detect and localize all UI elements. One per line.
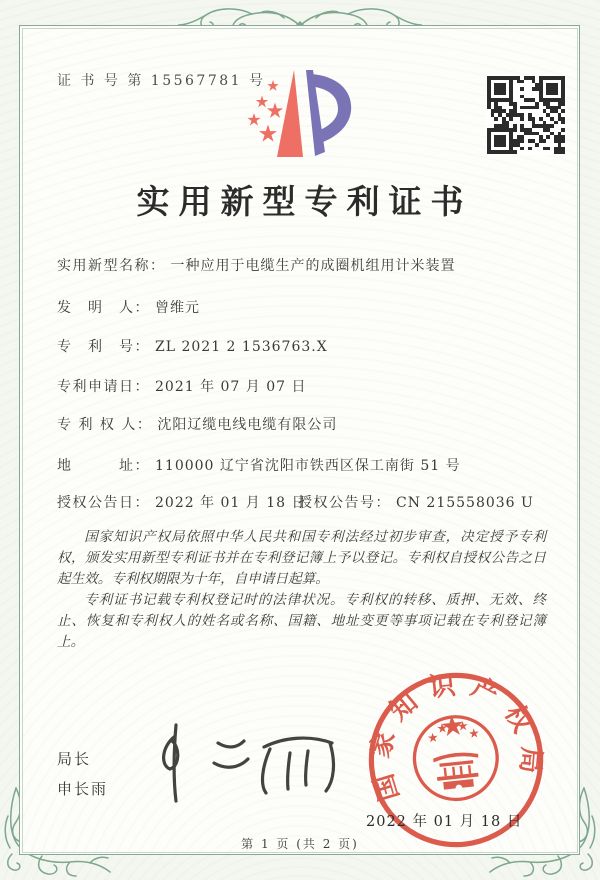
director-name: 申长雨 bbox=[57, 780, 109, 798]
field-patent-number bbox=[57, 336, 328, 356]
field-address bbox=[57, 455, 461, 475]
field-label: 授权公告日： bbox=[57, 495, 150, 511]
field-label: 专 利 号： bbox=[57, 339, 150, 355]
seal-ring-text: 国家知识产权局 bbox=[364, 668, 548, 805]
field-value: ZL 2021 2 1536763.X bbox=[155, 339, 328, 355]
field-utility-model-name bbox=[57, 255, 456, 275]
field-inventor bbox=[57, 297, 200, 317]
legal-paragraph-1: 国家知识产权局依照中华人民共和国专利法经过初步审查，决定授予专利权，颁发实用新型专利证书并在专利登记簿上予以登记。专利权自授权公告之日起生效。专利权期限为十年，自申请日起算。 bbox=[57, 529, 546, 587]
field-label: 实用新型名称： bbox=[57, 258, 166, 274]
field-label: 地 址： bbox=[57, 458, 150, 474]
cnipa-logo-icon bbox=[237, 64, 363, 164]
seal-date: 2022 年 01 月 18 日 bbox=[366, 814, 523, 830]
field-label: 授权公告号： bbox=[298, 495, 391, 511]
field-label: 专 利 权 人： bbox=[57, 417, 153, 433]
field-value: 2022 年 01 月 18 日 bbox=[155, 495, 307, 511]
handwritten-signature-icon bbox=[140, 720, 352, 808]
director-block bbox=[57, 744, 108, 804]
page-number: 第 1 页 (共 2 页) bbox=[241, 837, 359, 851]
field-label: 发 明 人： bbox=[57, 300, 150, 316]
field-value: 110000 辽宁省沈阳市铁西区保工南街 51 号 bbox=[155, 458, 461, 474]
field-value: 一种应用于电缆生产的成圈机组用计米装置 bbox=[170, 258, 456, 274]
director-title: 局长 bbox=[57, 750, 92, 768]
field-value: 曾维元 bbox=[155, 300, 200, 316]
field-application-date bbox=[57, 376, 307, 396]
certificate-number: 证 书 号 第 15567781 号 bbox=[57, 73, 266, 89]
legal-paragraph-2: 专利证书记载专利权登记时的法律状况。专利权的转移、质押、无效、终止、恢复和专利权人的姓名或名称、国籍、地址变更等事项记载在专利登记簿上。 bbox=[57, 592, 546, 650]
field-grant-number bbox=[298, 492, 534, 512]
qr-code-grid bbox=[487, 76, 565, 154]
field-value: 沈阳辽缆电线电缆有限公司 bbox=[157, 417, 338, 433]
field-value: 2021 年 07 月 07 日 bbox=[155, 379, 307, 395]
certificate-title: 实用新型专利证书 bbox=[136, 182, 473, 221]
field-grant-date bbox=[57, 492, 307, 512]
legal-text-block bbox=[57, 527, 546, 653]
qr-code bbox=[486, 75, 566, 155]
field-label: 专利申请日： bbox=[57, 379, 150, 395]
field-value: CN 215558036 U bbox=[396, 495, 534, 511]
field-patentee bbox=[57, 414, 337, 434]
